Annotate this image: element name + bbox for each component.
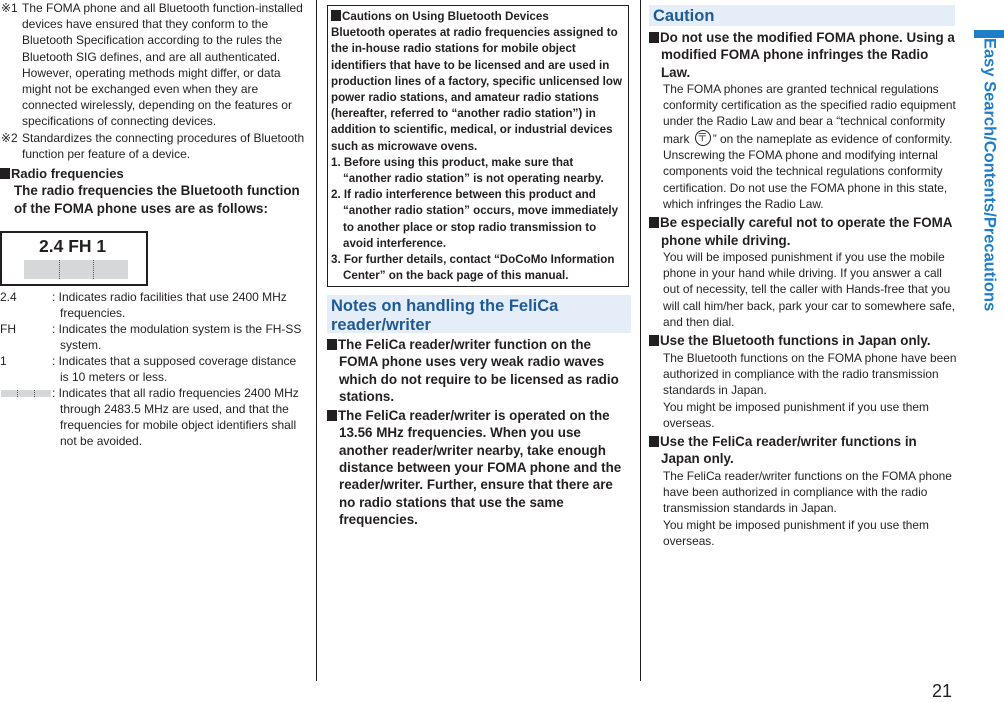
definition-row (0, 353, 308, 385)
square-bullet-icon (327, 410, 337, 421)
fh-label: 2.4 FH 1 (39, 236, 107, 256)
side-tab-accent (974, 30, 1004, 38)
cautions-item: 1. Before using this product, make sure that “another radio station” is not operating nearby. (331, 155, 604, 186)
caution-heading-text: Use the Bluetooth functions in Japan only. (660, 333, 931, 349)
felica-section-banner: Notes on handling the FeliCa reader/writer (327, 295, 631, 333)
definition-row (0, 385, 308, 449)
felica-note-text: The FeliCa reader/writer is operated on the 13.56 MHz frequencies. When you use another reader/writer nearby, take enough distance between your FOMA phone and the reader/writer. Further, ensure that there are no radio stations that use the same frequencies. (338, 408, 622, 527)
definition-text: : Indicates the modulation system is the FH-SS system. (52, 322, 302, 352)
caution-item-body: You might be imposed punishment if you use them overseas. (663, 517, 929, 548)
caution-banner: Caution (649, 5, 955, 26)
caution-item-body: You might be imposed punishment if you use them overseas. (663, 399, 929, 430)
bluetooth-cautions-box (327, 5, 629, 287)
column-divider-2 (640, 0, 641, 681)
column-divider-1 (316, 0, 317, 681)
caution-heading-text: Use the FeliCa reader/writer functions in Japan only. (660, 434, 917, 467)
footnote-2 (0, 130, 308, 162)
caution-heading-text: Do not use the modified FOMA phone. Using a modified FOMA phone infringes the Radio Law. (660, 30, 955, 80)
caution-item-body: You will be imposed punishment if you use the mobile phone in your hand while driving. If you answer a call out of necessity, tell the caller with Hands-free that you will call him/her back, park your car to somewhere safe, and then dial. (663, 249, 956, 330)
radio-frequencies-heading (0, 165, 308, 182)
caution-item-body: The FeliCa reader/writer functions on the FOMA phone have been authorized in compliance with the radio transmission standards in Japan. (663, 468, 952, 516)
caution-item-heading (649, 214, 957, 249)
frequency-band-mini-icon (1, 390, 51, 397)
definition-row (0, 289, 308, 321)
heading-text: Radio frequencies (11, 166, 124, 182)
body-text: ” on the nameplate as evidence of conformity. Unscrewing the FOMA phone and modifying internal components void the technical regulations conformity certification. Do not use the FOMA phone in this state, which infringes the Radio Law. (663, 131, 953, 211)
page-number: 21 (932, 681, 953, 701)
square-bullet-icon (649, 436, 659, 447)
footnote-1 (0, 0, 308, 130)
definition-text: : Indicates that all radio frequencies 2400 MHz through 2483.5 MHz are used, and that the frequencies for mobile object identifiers shall not be avoided. (52, 386, 299, 448)
definition-term: 2.4 (0, 290, 17, 304)
body-text: The FOMA phones are granted technical regulations conformity certification as the specified radio equipment under the Radio Law and bear a “technical conformity mark (663, 81, 956, 146)
caution-item-heading (649, 29, 957, 81)
square-bullet-icon (649, 335, 659, 346)
footnote-text: Standardizes the connecting procedures of Bluetooth function per feature of a device. (22, 130, 305, 161)
fh-label-box (0, 231, 148, 286)
square-bullet-icon (649, 217, 659, 228)
caution-item-heading (649, 332, 957, 349)
cautions-intro: Bluetooth operates at radio frequencies assigned to the in-house radio stations for mobile object identifiers that have to be licensed and are used in production lines of a factory, specific unlicensed low power radio stations, and amateur radio stations (hereafter, referred to “another radio station”) in addition to scientific, medical, or industrial devices such as microwave ovens. (331, 26, 622, 153)
radio-frequencies-subheading: The radio frequencies the Bluetooth function of the FOMA phone uses are as follows: (14, 183, 300, 216)
cautions-heading (331, 9, 624, 25)
footnote-mark: ※1 (1, 1, 18, 15)
caution-item-heading (649, 433, 957, 468)
footnote-mark: ※2 (1, 130, 18, 145)
felica-note (327, 336, 631, 405)
square-bullet-icon (649, 32, 659, 43)
caution-item-body: The Bluetooth functions on the FOMA phone have been authorized in compliance with the radio transmission standards in Japan. (663, 350, 957, 398)
caution-heading-text: Be especially careful not to operate the FOMA phone while driving. (660, 215, 952, 248)
footnote-text: The FOMA phone and all Bluetooth function-installed devices have ensured that they conform to the Bluetooth Specification according to the rules the Bluetooth SIG defines, and are all authenticated. However, operating methods might differ, or data might not be exchanged even when they are connected wirelessly, depending on the features or specifications of connecting devices. (22, 1, 303, 129)
technical-conformity-mark-icon (695, 130, 711, 146)
heading-text: Cautions on Using Bluetooth Devices (342, 10, 549, 23)
definition-list (0, 289, 308, 449)
frequency-band-strip (24, 260, 128, 279)
definition-text: : Indicates that a supposed coverage distance is 10 meters or less. (52, 354, 297, 384)
cautions-item: 3. For further details, contact “DoCoMo Information Center” on the back page of this manual. (331, 253, 615, 283)
section-side-tab[interactable] (974, 0, 1004, 340)
definition-term: FH (0, 322, 16, 336)
side-tab-label: Easy Search/Contents/Precautions (980, 38, 999, 312)
cautions-item: 2. If radio interference between this product and “another radio station” occurs, move immediately to another place or stop radio transmission to avoid interference. (331, 188, 619, 250)
felica-note-text: The FeliCa reader/writer function on the FOMA phone uses very weak radio waves which do not require to be licensed as radio stations. (338, 337, 619, 404)
definition-text: : Indicates radio facilities that use 2400 MHz frequencies. (52, 290, 287, 320)
felica-note (327, 407, 631, 528)
square-bullet-icon (327, 339, 337, 350)
square-bullet-icon (0, 168, 10, 179)
square-bullet-icon (331, 10, 341, 21)
definition-row (0, 321, 308, 353)
definition-term: 1 (0, 354, 7, 368)
caution-item-body (663, 81, 957, 212)
